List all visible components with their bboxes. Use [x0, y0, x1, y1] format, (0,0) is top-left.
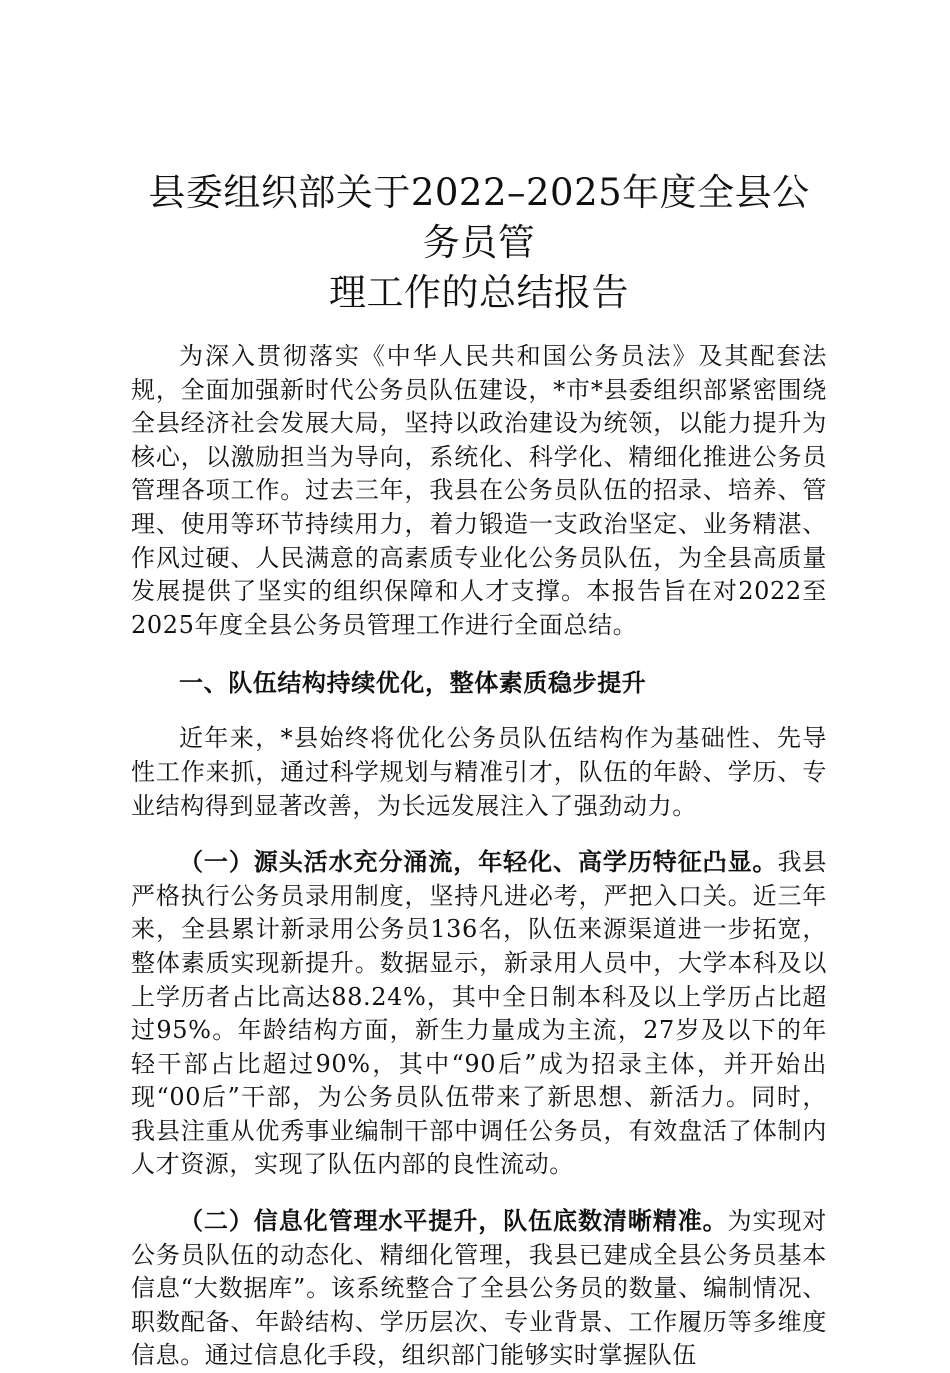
subsection-1-body: 我县严格执行公务员录用制度，坚持凡进必考，严把入口关。近三年来，全县累计新录用公务员136名，队伍来源渠道进一步拓宽，整体素质实现新提升。数据显示，新录用人员中，大学本科及以上学历者占比高达88.24%，其中全日制本科及以上学历占比超过95%。年龄结构方面，新生力量成为主流，27岁及以下的年轻干部占比超过90%，其中“90后”成为招录主体，并开始出现“00后”干部，为公务员队伍带来了新思想、新活力。同时，我县注重从优秀事业编制干部中调任公务员，有效盘活了体制内人才资源，实现了队伍内部的良性流动。: [131, 848, 827, 1179]
subsection-2-lead: （二）信息化管理水平提升，队伍底数清晰精准。: [179, 1206, 728, 1236]
subsection-1-paragraph: [131, 845, 827, 1182]
document-title: [131, 168, 827, 318]
document-title-line-2: 理工作的总结报告: [329, 271, 629, 314]
document-title-line-1: 县委组织部关于2022–2025年度全县公务员管: [148, 171, 810, 264]
document-page: [131, 168, 827, 1373]
subsection-2-body: 为实现对公务员队伍的动态化、精细化管理，我县已建成全县公务员基本信息“大数据库”。该系统整合了全县公务员的数量、编制情况、职数配备、年龄结构、学历层次、专业背景、工作履历等多维度信息。通过信息化手段，组织部门能够实时掌握队伍: [131, 1207, 828, 1370]
section-1-heading: 一、队伍结构持续优化，整体素质稳步提升: [179, 668, 647, 698]
intro-paragraph: 为深入贯彻落实《中华人民共和国公务员法》及其配套法规，全面加强新时代公务员队伍建设，*市*县委组织部紧密围绕全县经济社会发展大局，坚持以政治建设为统领，以能力提升为核心，以激励担当为导向，系统化、科学化、精细化推进公务员管理各项工作。过去三年，我县在公务员队伍的招录、培养、管理、使用等环节持续用力，着力锻造一支政治坚定、业务精湛、作风过硬、人民满意的高素质专业化公务员队伍，为全县高质量发展提供了坚实的组织保障和人才支撑。本报告旨在对2022至2025年度全县公务员管理工作进行全面总结。: [131, 342, 827, 639]
section-1-paragraph: 近年来，*县始终将优化公务员队伍结构作为基础性、先导性工作来抓，通过科学规划与精准引才，队伍的年龄、学历、专业结构得到显著改善，为长远发展注入了强劲动力。: [131, 724, 827, 820]
subsection-1-lead: （一）源头活水充分涌流，年轻化、高学历特征凸显。: [179, 847, 778, 877]
subsection-2-paragraph: [131, 1204, 827, 1373]
